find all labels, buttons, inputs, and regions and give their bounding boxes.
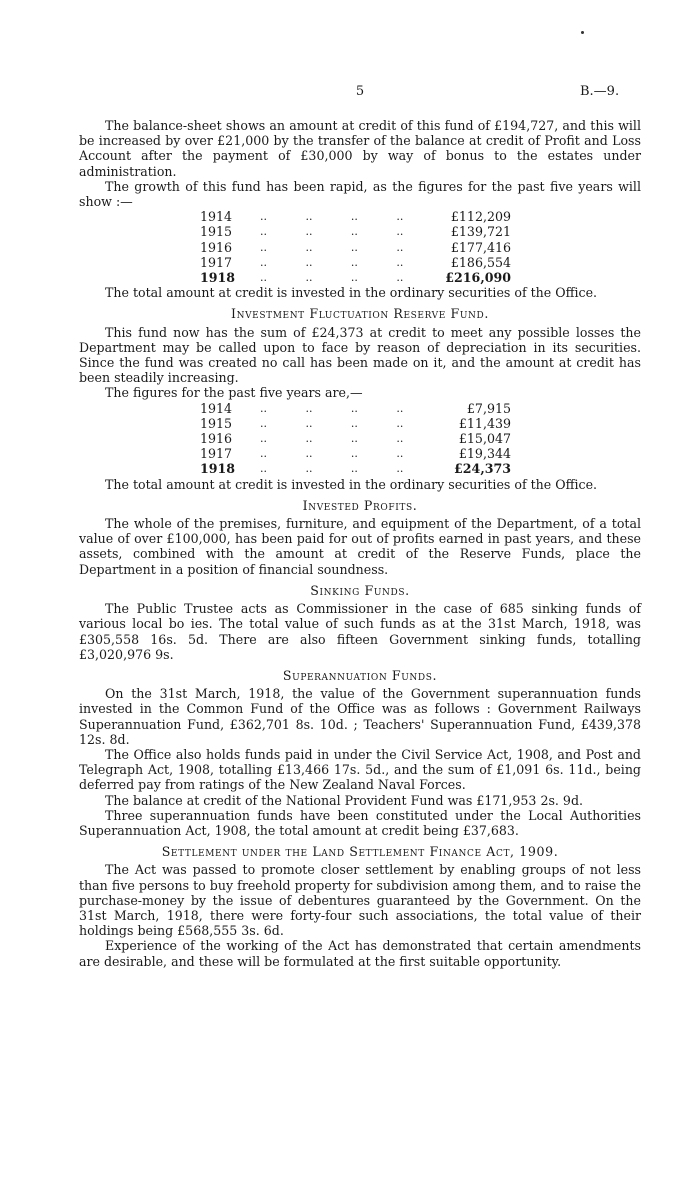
invested-profits-section [79, 498, 641, 577]
page-number: 5 [355, 84, 365, 99]
page-header [0, 84, 700, 102]
amount-cell: £15,047 [458, 431, 511, 447]
paragraph: The whole of the premises, furniture, and equipment of the Department, of a total value of over £100,000, has been paid for out of profits earned in past years, and these assets, combined with the amount at credit of the Reserve Funds, place the Department in a position of financial soundness. [79, 516, 641, 577]
year-cell: 1917 [200, 254, 233, 270]
sheet-reference: B.—9. [580, 84, 620, 99]
table-row [200, 209, 511, 224]
paragraph: The Act was passed to promote closer settlement by enabling groups of not less than five persons to buy freehold property for subdivision among them, and to raise the purchase-money by the issue of debentures guaranteed by the Government. On the 31st March, 1918, there were forty-four such associations, the total value of their holdings being £568,555 3s. 6d. [79, 862, 641, 939]
paragraph: Experience of the working of the Act has demonstrated that certain amendments are desirable, and these will be formulated at the first suitable opportunity. [79, 938, 641, 969]
amount-cell: £216,090 [445, 270, 511, 286]
paragraph: The Public Trustee acts as Commissioner in the case of 685 sinking funds of various local bo ies. The total value of such funds as at the 31st March, 1918, was £305,558 16s. 5d. There are also fifteen Government sinking funds, totalling £3,020,976 9s. [79, 601, 641, 662]
leader-dots: .. .. .. .. [260, 240, 404, 254]
ink-speck [581, 31, 584, 34]
amount-cell: £11,439 [458, 415, 511, 431]
year-cell: 1914 [200, 209, 233, 225]
paragraph: On the 31st March, 1918, the value of the Government superannuation funds invested in the Common Fund of the Office was as follows : Government Railways Superannuation Fund, £362,701 8s. 10d. ; Teachers' Superannuation Fund, £439,378 12s. 8d. [79, 686, 641, 747]
amount-cell: £24,373 [454, 461, 511, 477]
amount-cell: £7,915 [466, 400, 511, 416]
table-row [200, 401, 511, 416]
paragraph: The balance-sheet shows an amount at credit of this fund of £194,727, and this will be increased by over £21,000 by the transfer of the balance at credit of Profit and Loss Account after the payment of £30,000 by way of bonus to the estates under administration. [79, 118, 641, 179]
amount-cell: £186,554 [450, 254, 511, 270]
leader-dots: .. .. .. .. [260, 447, 404, 461]
paragraph: The figures for the past five years are,— [105, 385, 363, 401]
land-settlement-section [79, 844, 641, 969]
section-heading: Superannuation Funds. [282, 667, 438, 683]
superannuation-section [79, 668, 641, 838]
amount-cell: £177,416 [450, 239, 511, 255]
leader-dots: .. .. .. .. [260, 225, 404, 239]
leader-dots: .. .. .. .. [260, 432, 404, 446]
table-row [200, 416, 511, 431]
table-row [200, 446, 511, 461]
reserve-fund-section [79, 118, 641, 300]
leader-dots: .. .. .. .. [260, 462, 404, 476]
paragraph: This fund now has the sum of £24,373 at credit to meet any possible losses the Department may be called upon to face by reason of depreciation in its securities. Since the fund was created no call has been made on it, and the amount at credit has been steadily increasing. [79, 324, 641, 386]
amount-cell: £112,209 [450, 209, 511, 225]
sinking-funds-section [79, 583, 641, 662]
table-row [200, 461, 511, 476]
paragraph: Three superannuation funds have been constituted under the Local Authorities Superannuation Act, 1908, the total amount at credit being £37,683. [79, 807, 641, 838]
amount-cell: £19,344 [458, 446, 511, 462]
fluctuation-fund-section [79, 306, 641, 491]
section-heading: Investment Fluctuation Reserve Fund. [231, 306, 489, 322]
section-heading: Invested Profits. [302, 497, 418, 513]
year-cell: 1918 [200, 270, 236, 286]
amount-cell: £139,721 [450, 224, 511, 240]
table-row [200, 431, 511, 446]
section-heading: Settlement under the Land Settlement Finance Act, 1909. [161, 844, 559, 860]
paragraph: The Office also holds funds paid in under the Civil Service Act, 1908, and Post and Telegraph Act, 1908, totalling £13,466 17s. 5d., and the sum of £1,091 6s. 11d., being deferred pay from ratings of the New Zealand Naval Forces. [79, 746, 641, 793]
year-cell: 1916 [200, 431, 233, 447]
year-cell: 1917 [200, 446, 233, 462]
table-row [200, 224, 511, 239]
paragraph: The total amount at credit is invested in the ordinary securities of the Office. [105, 476, 598, 492]
paragraph: The balance at credit of the National Provident Fund was £171,953 2s. 9d. [105, 792, 584, 808]
year-cell: 1915 [200, 224, 233, 240]
year-cell: 1915 [200, 415, 233, 431]
section-heading: Sinking Funds. [310, 582, 410, 598]
table-row [200, 255, 511, 270]
year-cell: 1916 [200, 239, 233, 255]
leader-dots: .. .. .. .. [260, 271, 404, 285]
table-row [200, 270, 511, 285]
paragraph: The total amount at credit is invested in the ordinary securities of the Office. [105, 285, 598, 301]
year-cell: 1918 [200, 461, 236, 477]
reserve-fund-table [200, 209, 511, 285]
fluctuation-fund-table [200, 401, 511, 477]
leader-dots: .. .. .. .. [260, 210, 404, 224]
table-row [200, 240, 511, 255]
leader-dots: .. .. .. .. [260, 255, 404, 269]
page-body [79, 118, 641, 969]
year-cell: 1914 [200, 400, 233, 416]
paragraph: The growth of this fund has been rapid, as the figures for the past five years will show :— [79, 178, 641, 210]
leader-dots: .. .. .. .. [260, 401, 404, 415]
leader-dots: .. .. .. .. [260, 416, 404, 430]
